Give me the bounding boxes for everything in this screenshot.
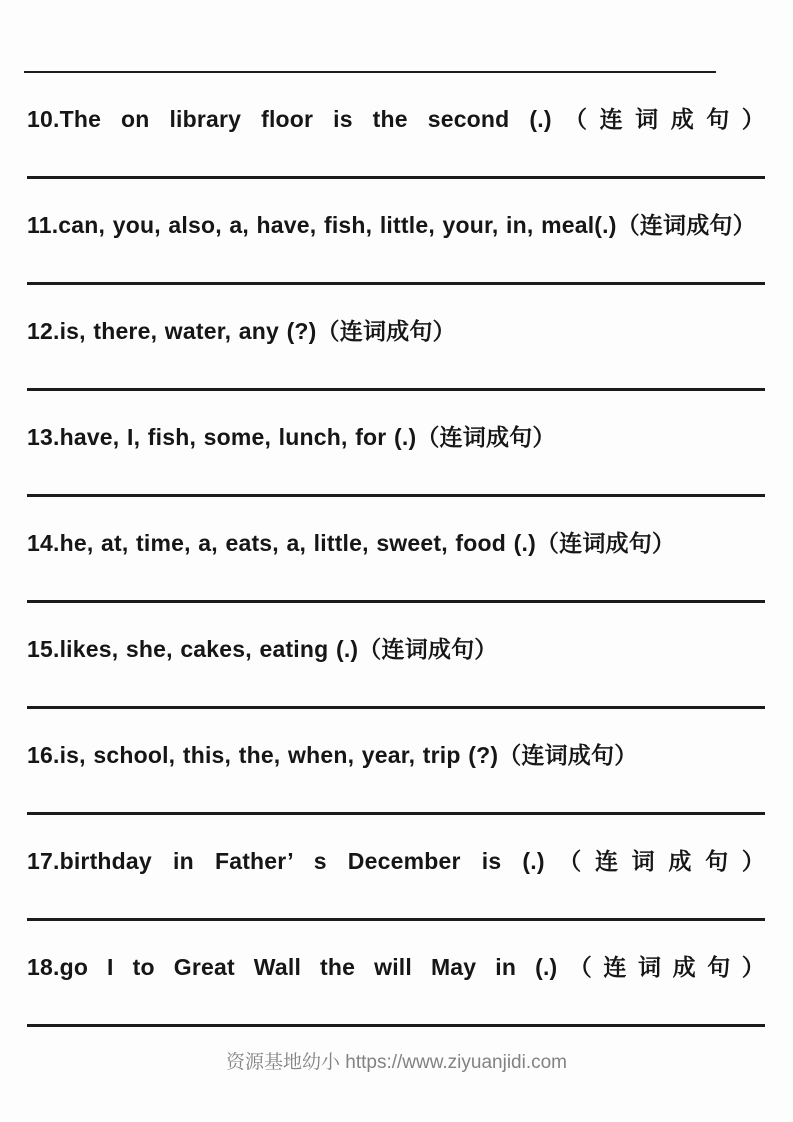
answer-line [27, 494, 765, 497]
answer-line [27, 812, 765, 815]
exercise-item-text: 17.birthday in Father’ s December is (.)（连词成句） [27, 848, 765, 874]
exercise-item [27, 93, 765, 179]
exercise-item [27, 835, 765, 921]
exercise-item-text: 12.is, there, water, any (?)（连词成句） [27, 318, 456, 344]
answer-line [27, 388, 765, 391]
exercise-item [27, 517, 765, 603]
top-answer-line [24, 71, 716, 73]
exercise-item-text: 10.The on library floor is the second (.)（连词成句） [27, 106, 765, 132]
answer-line [27, 600, 765, 603]
answer-line [27, 706, 765, 709]
exercise-item [27, 941, 765, 1027]
exercise-item-text: 15.likes, she, cakes, eating (.)（连词成句） [27, 636, 498, 662]
exercise-item [27, 411, 765, 497]
answer-line [27, 282, 765, 285]
exercise-item [27, 729, 765, 815]
exercise-item-text: 18.go I to Great Wall the will May in (.)（连词成句） [27, 954, 765, 980]
items-list [27, 93, 765, 1027]
footer-watermark [0, 1050, 793, 1076]
exercise-item [27, 623, 765, 709]
answer-line [27, 1024, 765, 1027]
exercise-item-text: 16.is, school, this, the, when, year, trip (?)（连词成句） [27, 742, 638, 768]
exercise-item [27, 305, 765, 391]
exercise-item-text: 11.can, you, also, a, have, fish, little, your, in, meal(.)（连词成句） [27, 212, 756, 238]
footer-text: 资源基地幼小 https://www.ziyuanjidi.com [225, 1052, 568, 1073]
answer-line [27, 918, 765, 921]
answer-line [27, 176, 765, 179]
exercise-item-text: 13.have, I, fish, some, lunch, for (.)（连词成句） [27, 424, 556, 450]
exercise-item-text: 14.he, at, time, a, eats, a, little, sweet, food (.)（连词成句） [27, 530, 676, 556]
exercise-item [27, 199, 765, 285]
